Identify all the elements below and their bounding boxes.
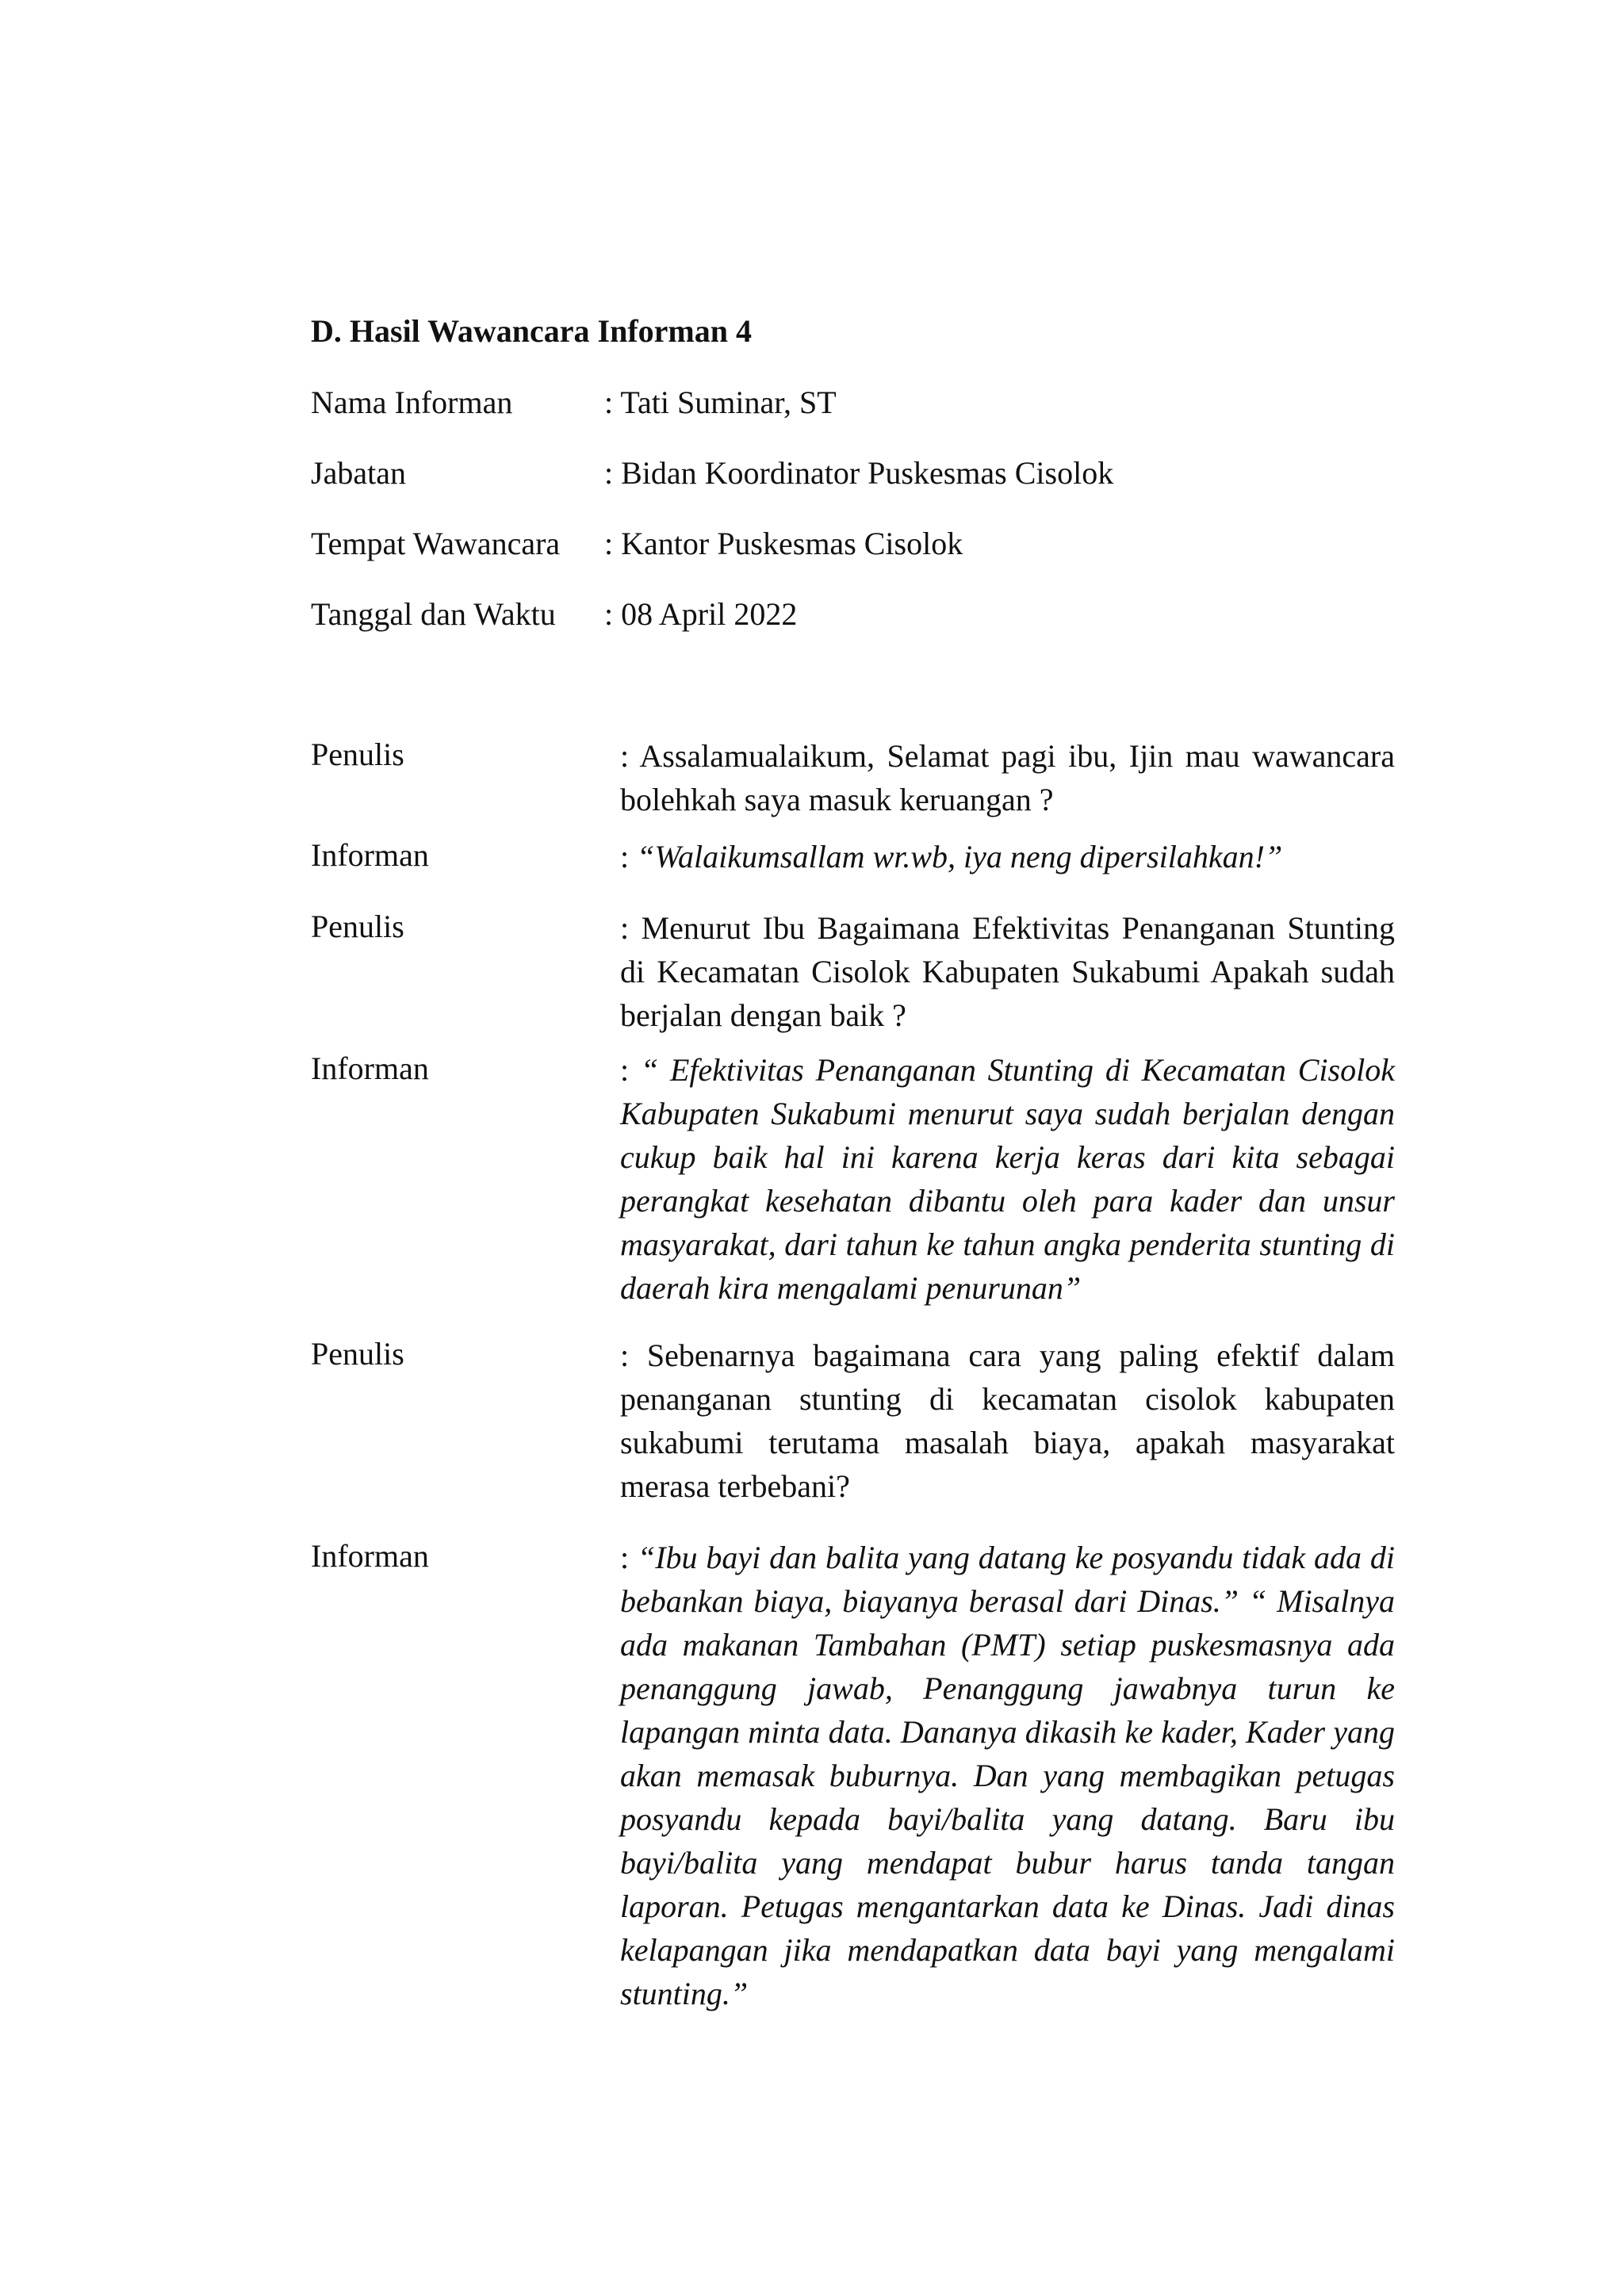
info-value-tanggal: : 08 April 2022 bbox=[604, 596, 798, 632]
dialogue-speaker: Informan bbox=[311, 1538, 429, 1574]
info-label-jabatan: Jabatan bbox=[311, 455, 406, 491]
info-label-tanggal: Tanggal dan Waktu bbox=[311, 596, 556, 632]
dialogue-text bbox=[620, 1048, 1395, 1310]
dialogue-speaker: Penulis bbox=[311, 737, 404, 772]
info-label-nama: Nama Informan bbox=[311, 385, 513, 420]
dialogue-quote: “Ibu bayi dan balita yang datang ke posyandu tidak ada di bebankan biaya, biayanya berasal dari Dinas.” “ Misalnya ada makanan Tambahan (PMT) setiap puskesmasnya ada penanggung jawab, Penanggung jawabnya turun ke lapangan minta data. Dananya dikasih ke kader, Kader yang akan memasak buburnya. Dan yang membagikan petugas posyandu kepada bayi/balita yang datang. Baru ibu bayi/balita yang mendapat bubur harus tanda tangan laporan. Petugas mengantarkan data ke Dinas. Jadi dinas kelapangan jika mendapatkan data bayi yang mengalami stunting.” bbox=[620, 1540, 1395, 2011]
dialogue-text: : Assalamualaikum, Selamat pagi ibu, Ijin mau wawancara bolehkah saya masuk keruangan ? bbox=[620, 738, 1395, 817]
dialogue-quote: “Walaikumsallam wr.wb, iya neng dipersilahkan!” bbox=[637, 839, 1283, 874]
section-heading: D. Hasil Wawancara Informan 4 bbox=[311, 313, 752, 349]
dialogue-speaker: Penulis bbox=[311, 1336, 404, 1372]
dialogue-colon: : bbox=[620, 1540, 638, 1575]
dialogue-speaker: Informan bbox=[311, 1050, 429, 1086]
dialogue-speaker: Penulis bbox=[311, 909, 404, 944]
dialogue-quote: “ Efektivitas Penanganan Stunting di Kecamatan Cisolok Kabupaten Sukabumi menurut saya sudah berjalan dengan cukup baik hal ini karena kerja keras dari kita sebagai perangkat kesehatan dibantu oleh para kader dan unsur masyarakat, dari tahun ke tahun angka penderita stunting di daerah kira mengalami penurunan” bbox=[620, 1052, 1395, 1306]
dialogue-colon: : bbox=[620, 839, 638, 874]
dialogue-colon: : bbox=[620, 1052, 641, 1088]
dialogue-text bbox=[620, 1536, 1395, 2015]
info-value-tempat: : Kantor Puskesmas Cisolok bbox=[604, 526, 963, 561]
info-value-jabatan: : Bidan Koordinator Puskesmas Cisolok bbox=[604, 455, 1114, 491]
info-value-nama: : Tati Suminar, ST bbox=[604, 385, 837, 420]
info-label-tempat: Tempat Wawancara bbox=[311, 526, 561, 561]
dialogue-text: : Menurut Ibu Bagaimana Efektivitas Penanganan Stunting di Kecamatan Cisolok Kabupaten Sukabumi Apakah sudah berjalan dengan baik ? bbox=[620, 910, 1395, 1033]
dialogue-text bbox=[620, 835, 1395, 878]
dialogue-speaker: Informan bbox=[311, 837, 429, 873]
dialogue-text: : Sebenarnya bagaimana cara yang paling efektif dalam penanganan stunting di kecamatan cisolok kabupaten sukabumi terutama masalah biaya, apakah masyarakat merasa terbebani? bbox=[620, 1337, 1395, 1504]
